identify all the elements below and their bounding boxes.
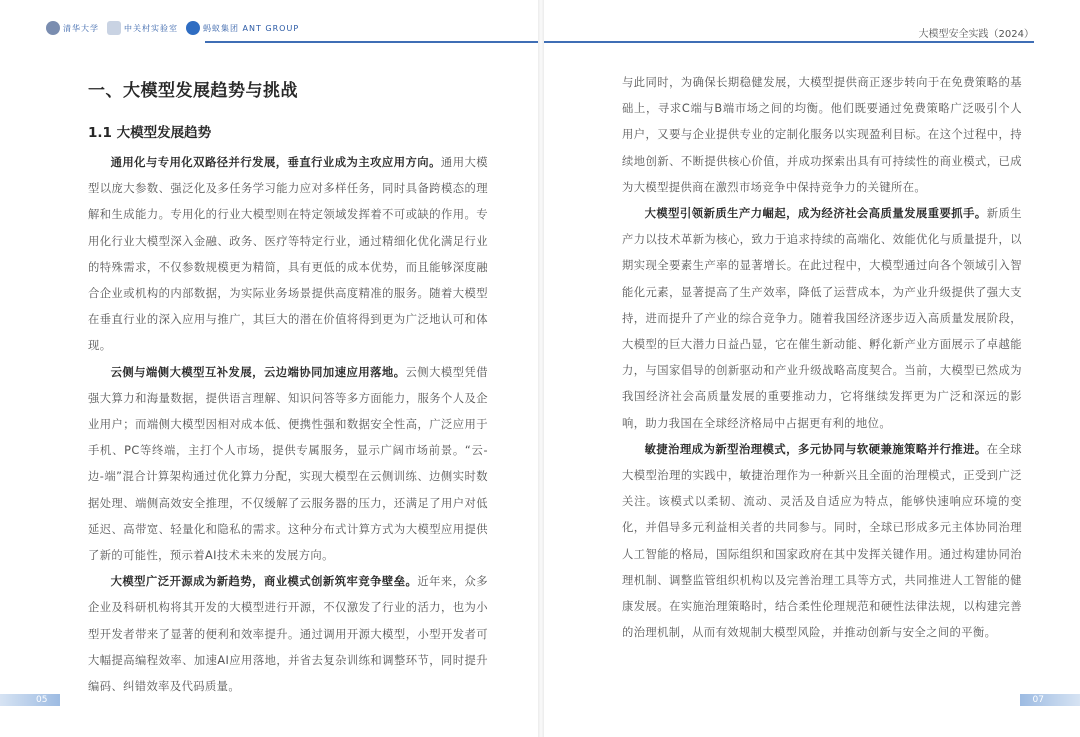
paragraph xyxy=(88,150,488,360)
paragraph-lead: 大模型广泛开源成为新趋势，商业模式创新筑牢竞争壁垒。 xyxy=(110,575,418,589)
paragraph-lead: 敏捷治理成为新型治理模式，多元协同与软硬兼施策略并行推进。 xyxy=(644,442,987,456)
tsinghua-emblem-icon xyxy=(46,21,60,35)
paragraph xyxy=(88,360,488,570)
tsinghua-logo xyxy=(46,21,99,35)
report-title: 大模型安全实践（2024） xyxy=(918,29,1034,40)
header-logos xyxy=(46,16,299,40)
paragraph-body: 在全球大模型治理的实践中，敏捷治理作为一种新兴且全面的治理模式，正受到广泛关注。该模式以柔韧、流动、灵活及自适应为特点，能够快速响应环境的变化，并倡导多元利益相关者的共同参与。同时，全球已形成多元主体协同治理人工智能的格局，国际组织和国家政府在其中发挥关键作用。通过构建协同治理机制、调整监管组织机构以及完善治理工具等方式，共同推进人工智能的健康发展。在实施治理策略时，结合柔性伦理规范和硬性法律法规，以构建完善的治理机制，从而有效规制大模型风险，并推动创新与安全之间的平衡。 xyxy=(622,442,1022,640)
zgc-emblem-icon xyxy=(107,21,121,35)
left-column xyxy=(88,150,488,700)
page-gutter xyxy=(538,0,544,737)
page-number-right: 07 xyxy=(1032,695,1044,705)
chapter-title: 一、大模型发展趋势与挑战 xyxy=(88,81,298,101)
ant-emblem-icon xyxy=(186,21,200,35)
paragraph xyxy=(622,201,1022,437)
paragraph-body: 通用大模型以庞大参数、强泛化及多任务学习能力应对多样任务，同时具备跨模态的理解和生成能力。专用化的行业大模型则在特定领域发挥着不可或缺的作用。专用化行业大模型深入金融、政务、医疗等特定行业，通过精细化优化满足行业的特殊需求，不仅参数规模更为精简，具有更低的成本优势，而且能够深度融合企业或机构的内部数据，为实际业务场景提供高度精准的服务。随着大模型在垂直行业的深入应用与推广，其巨大的潜在价值将得到更为广泛地认可和体现。 xyxy=(88,156,488,353)
section-title: 1.1 大模型发展趋势 xyxy=(88,125,212,141)
footer-bar xyxy=(0,694,60,706)
paragraph-lead: 通用化与专用化双路径并行发展，垂直行业成为主攻应用方向。 xyxy=(110,156,441,169)
page-number-left: 05 xyxy=(36,695,48,705)
paragraph xyxy=(622,437,1022,647)
paragraph-body: 新质生产力以技术革新为核心，致力于追求持续的高端化、效能优化与质量提升，以期实现全要素生产率的显著增长。在此过程中，大模型通过向各个领域引入智能化元素，显著提高了生产效率，降低了运营成本，为产业升级提供了强大支持，进而提升了产业的综合竞争力。随着我国经济逐步迈入高质量发展阶段，大模型的巨大潜力日益凸显，它在催生新动能、孵化新产业方面展示了卓越能力，与国家倡导的创新驱动和产业升级战略高度契合。当前，大模型已然成为我国经济社会高质量发展的重要推动力，它将继续发挥更为广泛和深远的影响，助力我国在全球经济格局中占据更有利的地位。 xyxy=(622,207,1022,430)
logo-text: 中关村实验室 xyxy=(124,23,178,33)
paragraph xyxy=(622,70,1022,201)
paragraph xyxy=(88,569,488,700)
header-rule xyxy=(205,41,538,43)
footer-bar xyxy=(1020,694,1080,706)
paragraph-body: 与此同时，为确保长期稳健发展，大模型提供商正逐步转向于在免费策略的基础上，寻求C端与B端市场之间的均衡。他们既要通过免费策略广泛吸引个人用户，又要与企业提供专业的定制化服务以实现盈利目标。在这个过程中，持续地创新、不断提供核心价值，并成功探索出具有可持续性的商业模式，已成为大模型提供商在激烈市场竞争中保持竞争力的关键所在。 xyxy=(622,76,1022,194)
paragraph-lead: 大模型引领新质生产力崛起，成为经济社会高质量发展重要抓手。 xyxy=(644,207,987,221)
paragraph-body: 云侧大模型凭借强大算力和海量数据，提供语言理解、知识问答等多方面能力，服务个人及企业用户；而端侧大模型因相对成本低、便携性强和数据安全性高，广泛应用于手机、PC等终端，主打个人市场，提供专属服务，显示广阔市场前景。“云-边-端”混合计算架构通过优化算力分配，实现大模型在云侧训练、边侧实时数据处理、端侧高效安全推理，不仅缓解了云服务器的压力，还满足了用户对低延迟、高带宽、轻量化和隐私的需求。这种分布式计算方式为大模型应用提供了新的可能性，预示着AI技术未来的发展方向。 xyxy=(88,365,488,563)
ant-group-logo xyxy=(186,21,299,35)
right-column xyxy=(622,70,1022,646)
logo-text: 清华大学 xyxy=(63,23,99,33)
paragraph-body: 近年来，众多企业及科研机构将其开发的大模型进行开源，不仅激发了行业的活力，也为小型开发者带来了显著的便利和效率提升。通过调用开源大模型，小型开发者可大幅提高编程效率、加速AI应用落地，并省去复杂训练和调整环节，同时提升编码、纠错效率及代码质量。 xyxy=(88,575,488,694)
logo-text: 蚂蚁集团 ANT GROUP xyxy=(203,23,300,33)
zgc-lab-logo xyxy=(107,21,178,35)
header-rule xyxy=(544,41,1034,43)
paragraph-lead: 云侧与端侧大模型互补发展，云边端协同加速应用落地。 xyxy=(110,365,406,379)
